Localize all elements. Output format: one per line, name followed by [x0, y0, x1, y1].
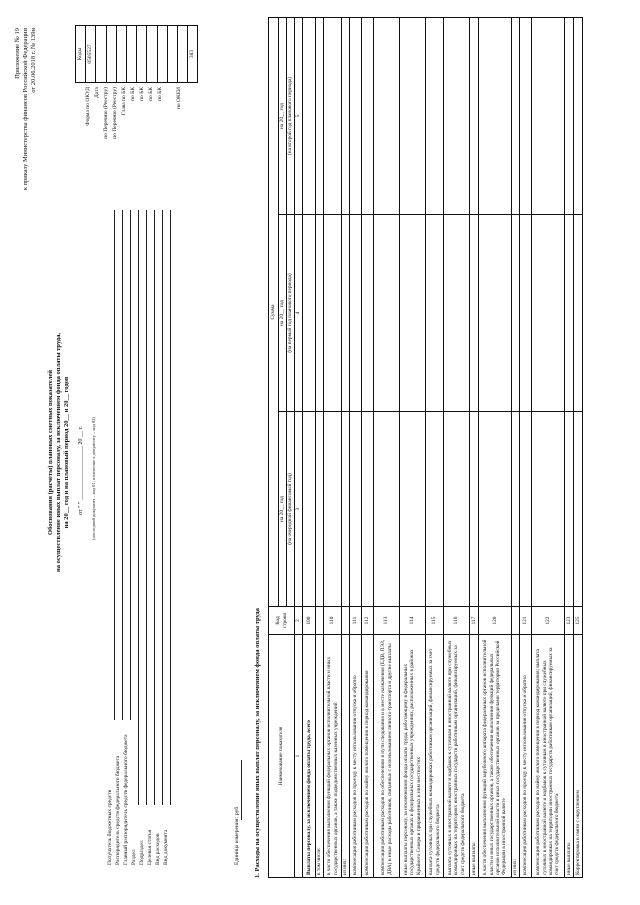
header-year-3: на 20__ год — [279, 17, 287, 214]
table-row — [574, 17, 583, 877]
table-row — [444, 17, 470, 877]
field-recipient: Получатель бюджетных средств — [107, 789, 113, 865]
header-year-3-sub: (на второй год планового периода) — [287, 17, 295, 214]
table-row — [470, 17, 479, 877]
unit-line — [241, 760, 242, 820]
value-cell — [324, 215, 342, 412]
code-label: по БК — [148, 87, 154, 101]
row-name: компенсация работникам расходов по проезду к месту использования отпуска и обратно — [520, 635, 532, 878]
value-cell — [316, 215, 324, 412]
col-number-5: 5 — [295, 17, 303, 214]
field-manager-line — [122, 210, 123, 720]
code-label: по БК — [130, 87, 136, 101]
value-cell — [342, 412, 350, 607]
table-row — [374, 17, 400, 877]
table-row — [512, 17, 520, 877]
value-cell — [400, 17, 426, 214]
row-code: 110 — [324, 607, 342, 635]
code-value — [116, 26, 126, 83]
value-cell — [324, 412, 342, 607]
code-value — [177, 26, 187, 83]
code-value — [137, 26, 147, 83]
field-target-item-line — [154, 210, 155, 805]
field-chief-manager-line — [130, 210, 131, 720]
value-cell — [350, 215, 362, 412]
value-cell — [470, 412, 479, 607]
field-manager: Распорядитель средств федерального бюджета — [115, 755, 121, 865]
appendix-line-3: от 20.06.2018 г. № 139н — [30, 28, 37, 93]
field-target-item: Целевая статья — [147, 829, 153, 865]
value-cell — [470, 17, 479, 214]
code-value-okud: 0505527 — [86, 26, 96, 83]
value-cell — [342, 17, 350, 214]
header-year-1-sub: (на очередной финансовый год) — [287, 412, 295, 607]
table-row — [565, 17, 574, 877]
value-cell — [444, 17, 470, 214]
row-name: Выплаты персоналу, за исключением фонда оплаты труда, всего — [303, 635, 316, 878]
row-name: компенсация работникам расходов по найму жилого помещения в период командирования; выплата суточных в иностранной валюте и надбавок к суточным в иностранной валюте при служебных командировках на территории иностранных государств работникам организаций, финансируемых за счет средств федерального бюджета — [532, 635, 565, 878]
code-value — [167, 26, 177, 83]
row-code — [512, 607, 520, 635]
field-section-line — [138, 210, 139, 805]
code-label: по БК — [157, 87, 163, 101]
value-cell — [520, 17, 532, 214]
row-name: в части обеспечения выполнения функций федеральных органов исполнительной власти и иных государственных органов, а также подведомственных казенных учреждений — [324, 635, 342, 878]
code-label: по Перечню (Реестру) — [112, 87, 118, 139]
value-cell — [444, 412, 470, 607]
value-cell — [470, 215, 479, 412]
document-title — [47, 0, 71, 905]
row-code: 122 — [532, 607, 565, 635]
value-cell — [316, 17, 324, 214]
code-label: Дата — [94, 87, 100, 98]
row-code: 123 — [565, 607, 574, 635]
value-cell — [479, 215, 512, 412]
row-name: в части обеспечения выполнения функций зарубежного аппарата федеральных органов исполнительной власти и иных государственных органов, а также обеспечения выполнения функций федеральных органов исполнительной власти и иных государственных органов за пределами территории Российской Федерации в иностранной валюте — [479, 635, 512, 878]
table-row — [316, 17, 324, 877]
field-recipient-line — [114, 210, 115, 720]
row-code: 121 — [520, 607, 532, 635]
value-cell — [362, 17, 374, 214]
date-caption: (последний документ – код 01; изменение к документу – код 02) — [91, 417, 96, 540]
row-name: выплата суточных при служебных командировках работникам организаций, финансируемых за счет средств федерального бюджета — [426, 635, 444, 878]
table-row — [342, 17, 350, 877]
title-line-2: на осуществление иных выплат персоналу, за исключением фонда оплаты труда, — [55, 333, 62, 572]
unit-value: руб — [234, 806, 240, 815]
value-cell — [532, 17, 565, 214]
row-code — [342, 607, 350, 635]
row-name: иные выплаты персоналу, за исключением фонда оплаты труда, работающему в федеральных государственных органах и федеральных государственных учреждениях, расположенных в районах Крайнего Севера и приравненных к ним местностях — [400, 635, 426, 878]
row-name: иные выплаты — [565, 635, 574, 878]
table-row — [400, 17, 426, 877]
header-code: Код строки — [269, 607, 295, 635]
header-year-2-sub: (на первый год планового периода) — [287, 215, 295, 412]
unit-label: Единица измерения: — [234, 817, 240, 865]
title-line-3: на 20__ год и на плановый период 20__ и 20__ годов — [63, 376, 70, 529]
value-cell — [426, 17, 444, 214]
title-line-1: Обоснования (расчеты) плановых сметных показателей — [47, 370, 54, 535]
table-row — [324, 17, 342, 877]
value-cell — [565, 17, 574, 214]
value-cell — [512, 412, 520, 607]
value-cell — [426, 412, 444, 607]
table-row — [303, 17, 316, 877]
value-cell — [316, 412, 324, 607]
section-title: 1. Расходы на осуществление иных выплат персоналу, за исключением фонда оплаты труда — [254, 608, 261, 878]
col-number-4: 4 — [295, 215, 303, 412]
codes-header: Коды — [76, 26, 86, 83]
code-label: по БК — [139, 87, 145, 101]
value-cell — [350, 412, 362, 607]
field-section: Раздел — [131, 849, 137, 865]
value-cell — [342, 215, 350, 412]
header-year-2: на 20__ год — [279, 215, 287, 412]
table-row — [532, 17, 565, 877]
col-number-2: 2 — [295, 607, 303, 635]
value-cell — [400, 215, 426, 412]
value-cell — [574, 17, 583, 214]
value-cell — [374, 215, 400, 412]
value-cell — [532, 215, 565, 412]
appendix-line-1: Приложение № 19 — [14, 28, 21, 79]
value-cell — [303, 215, 316, 412]
table-row — [350, 17, 362, 877]
row-code: 114 — [400, 607, 426, 635]
code-label: Глава по БК — [121, 87, 127, 116]
value-cell — [362, 412, 374, 607]
code-value — [96, 26, 106, 83]
value-cell — [362, 215, 374, 412]
field-chief-manager: Главный распорядитель средств федерального бюджета — [123, 734, 129, 865]
row-code: 111 — [350, 607, 362, 635]
table-row — [479, 17, 512, 877]
field-subsection-line — [146, 210, 147, 805]
row-name: из них: — [512, 635, 520, 878]
row-name: в том числе: — [316, 635, 324, 878]
row-code: 100 — [303, 607, 316, 635]
row-name: из них: — [342, 635, 350, 878]
row-name: компенсация работникам расходов по найму жилого помещения в период командирования — [362, 635, 374, 878]
value-cell — [532, 412, 565, 607]
value-cell — [444, 215, 470, 412]
col-number-3: 3 — [295, 412, 303, 607]
row-code: 116 — [444, 607, 470, 635]
value-cell — [400, 412, 426, 607]
value-cell — [303, 17, 316, 214]
code-value — [157, 26, 167, 83]
appendix-line-2: к приказу Министерства финансов Российской Федерации — [22, 28, 29, 191]
field-subsection: Подраздел — [139, 840, 145, 865]
value-cell — [350, 17, 362, 214]
code-label: по ОКЕИ — [176, 87, 182, 110]
value-cell — [374, 412, 400, 607]
row-code: 112 — [362, 607, 374, 635]
row-code — [316, 607, 324, 635]
value-cell — [512, 215, 520, 412]
row-code: 120 — [479, 607, 512, 635]
value-cell — [565, 412, 574, 607]
header-sum: Сумма — [269, 17, 279, 606]
code-value — [147, 26, 157, 83]
appendix-header — [14, 28, 38, 190]
table-row — [520, 17, 532, 877]
header-name: Наименование показателя — [269, 635, 295, 878]
row-name: Корректировка в связи с округлением — [574, 635, 583, 878]
codes-table — [75, 25, 198, 83]
value-cell — [479, 17, 512, 214]
value-cell — [574, 215, 583, 412]
row-code: 125 — [574, 607, 583, 635]
code-value — [126, 26, 136, 83]
row-name: выплата суточных в иностранной валюте и надбавок к суточным в иностранной валюте при служебных командировках на территориях иностранных государств работникам организаций, финансируемых за счет средств федерального бюджета — [444, 635, 470, 878]
col-number-1: 1 — [295, 635, 303, 878]
table-row — [426, 17, 444, 877]
value-cell — [374, 17, 400, 214]
row-name: компенсация работникам расходов по обеспечению в пути следования и в месте назначения (ЕДВ, ПЭЗ, ДВА) и иные расходы работников, связанные с использованием личного транспорта и другие выплаты — [374, 635, 400, 878]
value-cell — [574, 412, 583, 607]
row-code: 113 — [374, 607, 400, 635]
row-code: 115 — [426, 607, 444, 635]
header-year-1: на 20__ год — [279, 412, 287, 607]
field-expense-type-line — [162, 210, 163, 805]
row-name: иные выплаты — [470, 635, 479, 878]
code-label: по Перечню (Реестру) — [103, 87, 109, 139]
value-cell — [512, 17, 520, 214]
value-cell — [324, 17, 342, 214]
table-row — [362, 17, 374, 877]
value-cell — [520, 412, 532, 607]
value-cell — [565, 215, 574, 412]
code-label: Форма по ОКУД — [85, 87, 91, 126]
value-cell — [520, 215, 532, 412]
value-cell — [426, 215, 444, 412]
field-document-type-line — [170, 210, 171, 805]
expenses-table — [268, 17, 583, 878]
row-name: компенсация работникам расходов по проезду к месту использования отпуска и обратно — [350, 635, 362, 878]
value-cell — [479, 412, 512, 607]
value-cell — [303, 412, 316, 607]
document-date: от " " __________________ 20 __ г. — [78, 426, 84, 515]
field-expense-type: Вид расходов — [155, 833, 161, 865]
code-value — [106, 26, 116, 83]
field-document-type: Вид документа — [163, 829, 169, 865]
code-value-okei: 383 — [188, 26, 198, 83]
row-code: 117 — [470, 607, 479, 635]
